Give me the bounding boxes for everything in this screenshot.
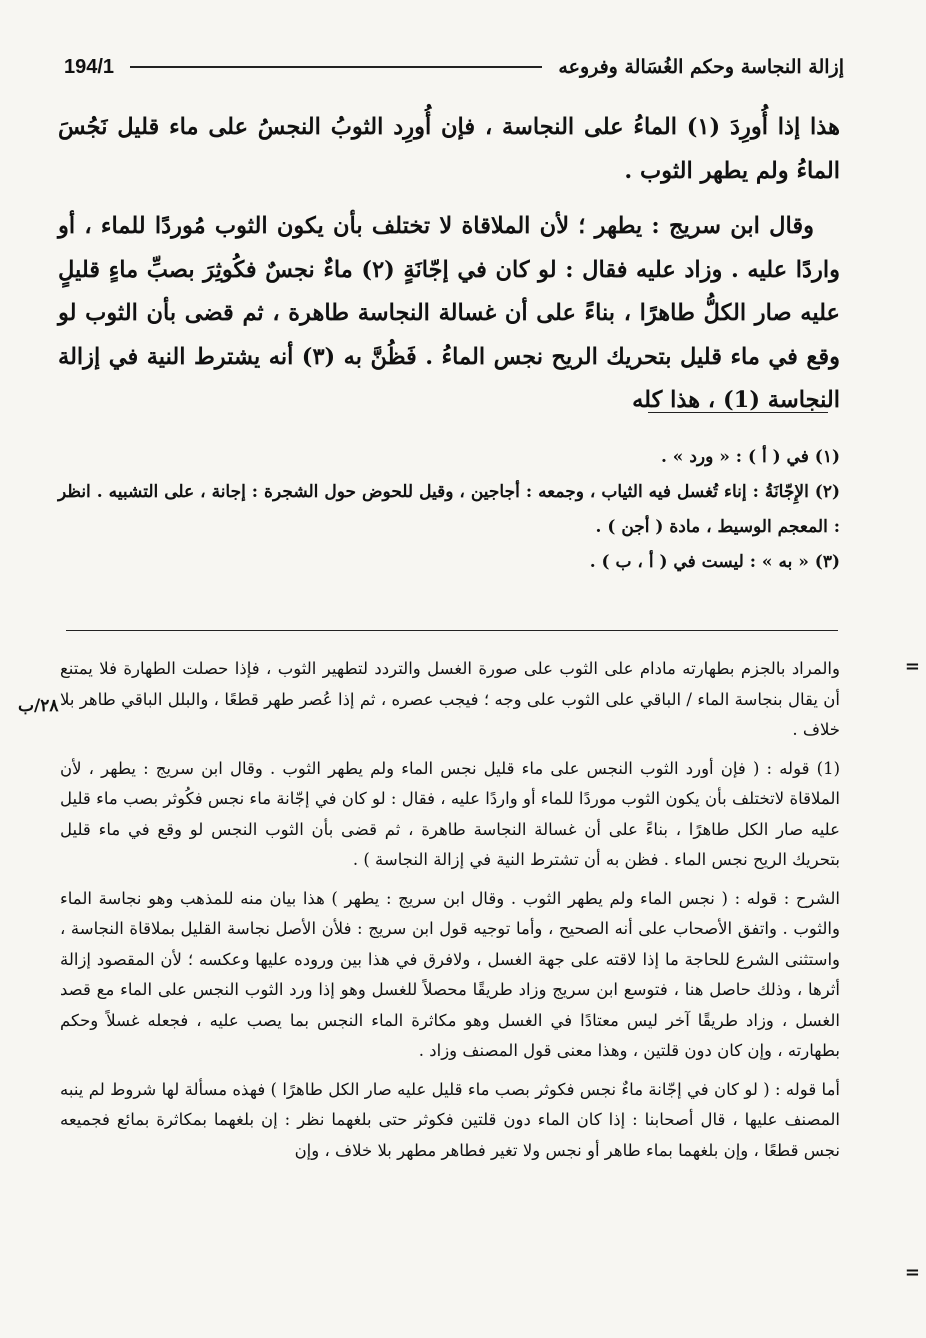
commentary-paragraph: الشرح : قوله : ( نجس الماء ولم يطهر الثوب . وقال ابن سريج : يطهر ) هذا بيان منه للمذهب وهو نجاسة الماء والثوب . واتفق الأصحاب على أنه الصحيح ، وأما توجيه قول ابن سريج : فلأن الأصل نجاسة القليل بملاقاة النجاسة ، واستثنى الشرع للحاجة ما إذا لاقته على جهة الغسل ، ولافرق في هذا بين وروده عليها وعكسه ؛ لأن المقصود إزالة أثرها ، وذلك حاصل هنا ، فتوسع ابن سريج وزاد طريقًا محصلاً للغسل وهو إذا ورد الثوب النجس على الماء مع قصد الغسل ، وزاد طريقًا آخر ليس معتادًا في الغسل وهو مكاثرة الماء النجس بما يصب عليه ، فجعله غسلاً وحكم بطهارته ، وإن كان دون قلتين ، وهذا معنى قول المصنف وزاد . xyxy=(60,888,840,1060)
continuation-mark-top: = xyxy=(904,656,920,677)
running-header xyxy=(64,52,844,82)
folio-reference: ٢٨/ب xyxy=(18,696,59,716)
commentary xyxy=(60,654,840,1174)
footnote-separator xyxy=(648,412,828,413)
main-text xyxy=(58,106,840,423)
footnote: (٢) الإِجّانَةُ : إناء تُغسل فيه الثياب ، وجمعه : أجاجين ، وقيل للحوض حول الشجرة : إجانة ، على التشبيه . انظر : المعجم الوسيط ، مادة ( أجن ) . xyxy=(58,482,840,537)
commentary-separator xyxy=(66,630,838,631)
main-paragraph: وقال ابن سريج : يطهر ؛ لأن الملاقاة لا تختلف بأن يكون الثوب مُوردًا للماء ، أو واردًا عليه . وزاد عليه فقال : لو كان في إجّانَةٍ (٢) ماءٌ نجسٌ فكُوثِرَ بصبِّ ماءٍ قليلٍ عليه صار الكلُّ طاهرًا ، بناءً على أن غسالة النجاسة طاهرة ، ثم قضى بأن الثوب لو وقع في ماء قليل بتحريك الريح نجس الماءُ . فَظُنَّ به (٣) أنه يشترط النية في إزالة النجاسة (1) ، هذا كله xyxy=(58,213,840,413)
commentary-paragraph: والمراد بالجزم بطهارته مادام على الثوب على صورة الغسل والتردد لتطهير الثوب ، فإذا حصلت الطهارة فلا يمتنع أن يقال بنجاسة الماء / الباقي على الثوب على وجه ؛ فيجب عصره ، ثم إذا عُصر طهر قطعًا ، والبلل الباقي طاهر بلا خلاف . xyxy=(60,659,840,739)
footnotes xyxy=(58,440,840,580)
commentary-paragraph: (1) قوله : ( فإن أورد الثوب النجس على ماء قليل نجس الماء ولم يطهر الثوب . وقال ابن سريج : يطهر ، لأن الملاقاة لاتختلف بأن يكون الثوب موردًا للماء أو واردًا عليه ، فقال : لو كان في إجّانة ماء نجس فكُوثر بصب ماء قليل عليه صار الكل طاهرًا ، بناءً على أن غسالة النجاسة طاهرة ، ثم قضى بأن الثوب النجس لو وقع في ماء قليل بتحريك الريح نجس الماء . فظن به أن تشترط النية في إزالة النجاسة ) . xyxy=(60,758,840,869)
main-paragraph: هذا إذا أُورِدَ (١) الماءُ على النجاسة ، فإن أُورِد الثوبُ النجسُ على ماء قليل نَجُسَ الماءُ ولم يطهر الثوب . xyxy=(58,114,840,184)
footnote: (١) في ( أ ) : « ورد » . xyxy=(660,447,840,467)
chapter-title: إزالة النجاسة وحكم الغُسَالة وفروعه xyxy=(558,56,844,78)
commentary-paragraph: أما قوله : ( لو كان في إجّانة ماءٌ نجس فكوثر بصب ماء قليل عليه صار الكل طاهرًا ) فهذه مسألة لها شروط لم ينبه المصنف عليها ، قال أصحابنا : إذا كان الماء دون قلتين فكوثر حتى بلغهما نظر : إن بلغهما بمكاثرة بمائع فجميعه نجس قطعًا ، وإن بلغهما بماء طاهر أو نجس ولا تغير فطاهر مطهر بلا خلاف ، وإن xyxy=(60,1079,840,1160)
header-rule xyxy=(130,66,542,68)
page-number: 194/1 xyxy=(64,55,115,78)
footnote: (٣) « به » : ليست في ( أ ، ب ) . xyxy=(589,552,840,572)
continuation-mark-bottom: = xyxy=(904,1262,920,1283)
